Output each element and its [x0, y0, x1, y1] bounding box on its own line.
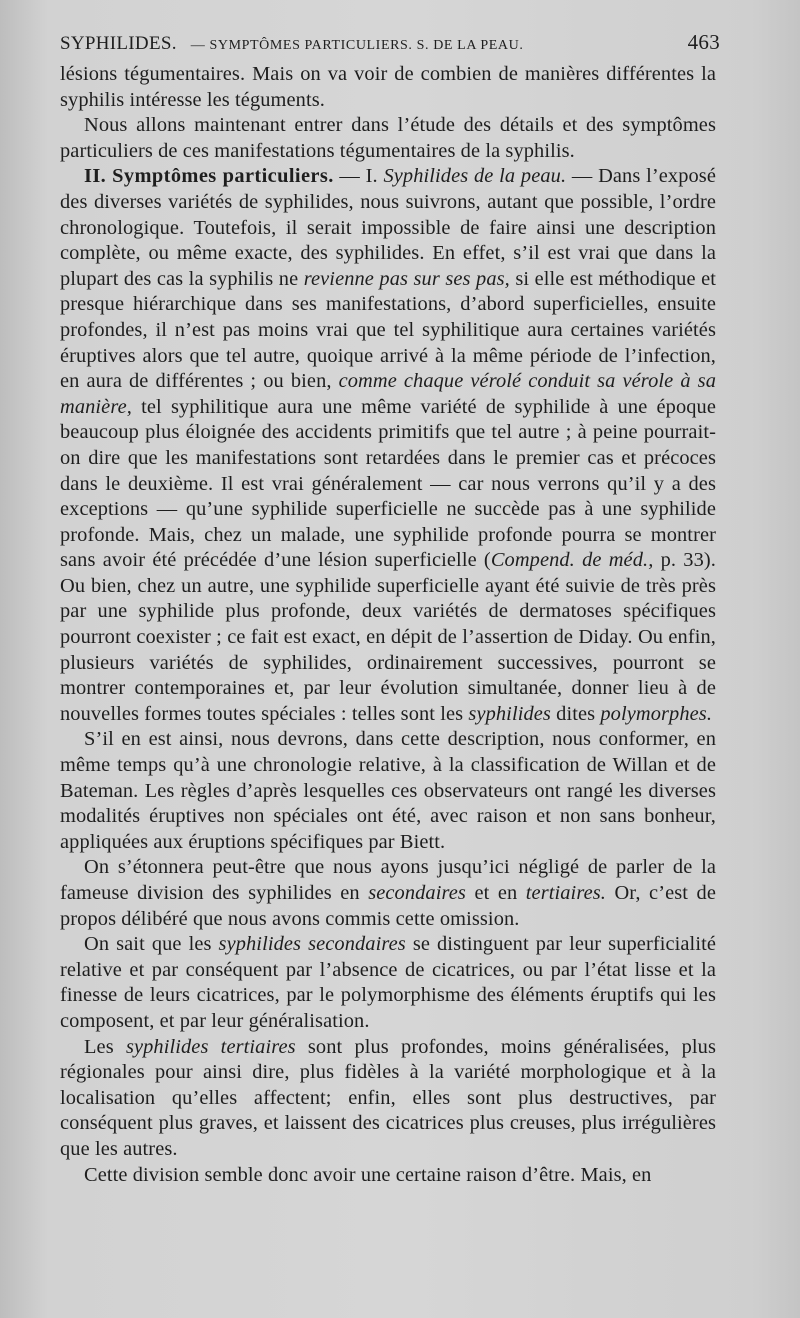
text-run: p. 33). Ou bien, chez un autre, une syphilide superficielle ayant été suivie de très près par une syphilide plus profonde, deux variétés de dermatoses spécifiques pourront coexister ; ce fait est exact, en dépit de l’assertion de Diday. Ou enfin, plusieurs variétés de syphilides, ordinairement successives, pourront se montrer contemporaines et, par leur évolution simultanée, donner lieu à de nouvelles formes toutes spéciales : telles sont les — [60, 549, 716, 725]
body-text — [60, 62, 716, 1188]
page-number: 463 — [687, 30, 720, 54]
italic-run: Compend. de méd., — [490, 549, 654, 572]
italic-run: Syphilides de la peau. — [383, 165, 567, 188]
text-run: Cette division semble donc avoir une certaine raison d’être. Mais, en — [84, 1163, 652, 1186]
italic-run: secondaires — [368, 882, 466, 904]
paragraph — [60, 855, 716, 932]
text-run: Les — [84, 1035, 126, 1058]
text-run: S’il en est ainsi, nous devrons, dans cette description, nous conformer, en même temps qu’à une chronologie relative, à la classification de Willan et de Bateman. Les règles d’après lesquelles ces observateurs ont rangé les diverses modalités éruptives non spéciales ont été, avec raison et non sans bonheur, appliquées aux éruptions spécifiques par Biett. — [60, 728, 716, 853]
text-run: et en — [465, 882, 526, 904]
paragraph — [60, 164, 716, 727]
running-head-subtitle: — SYMPTÔMES PARTICULIERS. S. DE LA PEAU. — [190, 38, 524, 53]
italic-run: revienne pas sur ses pas, — [303, 267, 510, 290]
text-run: — I. — [333, 165, 384, 188]
italic-run: tertiaires. — [525, 882, 606, 904]
text-run: — Dans l’exposé des diverses variétés de syphilides, nous suivrons, autant que possible, l’ordre chronologique. Toutefois, il serait impossible de faire ainsi une description complète, ou même exacte, des syphilides. En effet, s’il est vrai que dans la plupart des cas la syphilis ne — [60, 165, 716, 290]
paragraph — [60, 1163, 716, 1189]
paragraph — [60, 113, 716, 164]
italic-run: syphilides tertiaires — [125, 1035, 296, 1058]
text-run: si elle est méthodique et presque hiérarchique dans ses manifestations, d’abord superficielles, ensuite profondes, il n’est pas moins vrai que tel syphilitique aura certaines variétés éruptives alors que tel autre, quoique arrivé à la même période de l’infection, en aura de différentes ; ou bien, — [60, 267, 716, 393]
italic-run: syphilides secondaires — [218, 933, 406, 956]
text-run: On sait que les — [84, 933, 219, 956]
section-heading: II. Symptômes particuliers. — [84, 165, 334, 188]
running-head-title: SYPHILIDES. — [60, 33, 177, 54]
italic-run: comme chaque vérolé conduit sa vérole à sa manière, — [60, 370, 716, 418]
text-run: sont plus profondes, moins généralisées, plus régionales pour ainsi dire, plus fidèles à la variété morphologique et à la localisation qu’elles affectent; enfin, elles sont plus destructives, par conséquent plus graves, et laissent des cicatrices plus creuses, plus irrégulières que les autres. — [60, 1035, 716, 1160]
italic-run: polymorphes. — [600, 702, 713, 725]
italic-run: syphilides — [468, 702, 551, 725]
text-run: Or, c’est de propos délibéré que nous avons commis cette omission. — [60, 882, 716, 930]
running-head — [60, 30, 720, 58]
text-run: On s’étonnera peut-être que nous ayons jusqu’ici négligé de parler de la fameuse division des syphilides en — [60, 856, 716, 904]
text-run: lésions tégumentaires. Mais on va voir de combien de manières différentes la syphilis intéresse les téguments. — [60, 63, 716, 111]
text-run: se distinguent par leur superficialité relative et par conséquent par l’absence de cicatrices, ou par l’état lisse et la finesse de leurs cicatrices, par le polymorphisme des éléments éruptifs qui les composent, et par leur généralisation. — [60, 933, 716, 1032]
text-run: dites — [550, 702, 601, 725]
text-run: tel syphilitique aura une même variété de syphilide à une époque beaucoup plus éloignée des accidents primitifs que tel autre ; à peine pourrait-on dire que les manifestations sont retardées dans le premier cas et précoces dans le deuxième. Il est vrai généralement — car nous verrons qu’il y a des exceptions — qu’une syphilide superficielle ne succède pas à une syphilide profonde. Mais, chez un malade, une syphilide profonde pourra se montrer sans avoir été précédée d’une lésion superficielle ( — [60, 395, 716, 572]
paragraph — [60, 1035, 716, 1163]
paragraph — [60, 727, 716, 855]
paragraph — [60, 932, 716, 1034]
paragraph — [60, 62, 716, 113]
text-run: Nous allons maintenant entrer dans l’étude des détails et des symptômes particuliers de ces manifestations tégumentaires de la syphilis. — [60, 114, 716, 162]
